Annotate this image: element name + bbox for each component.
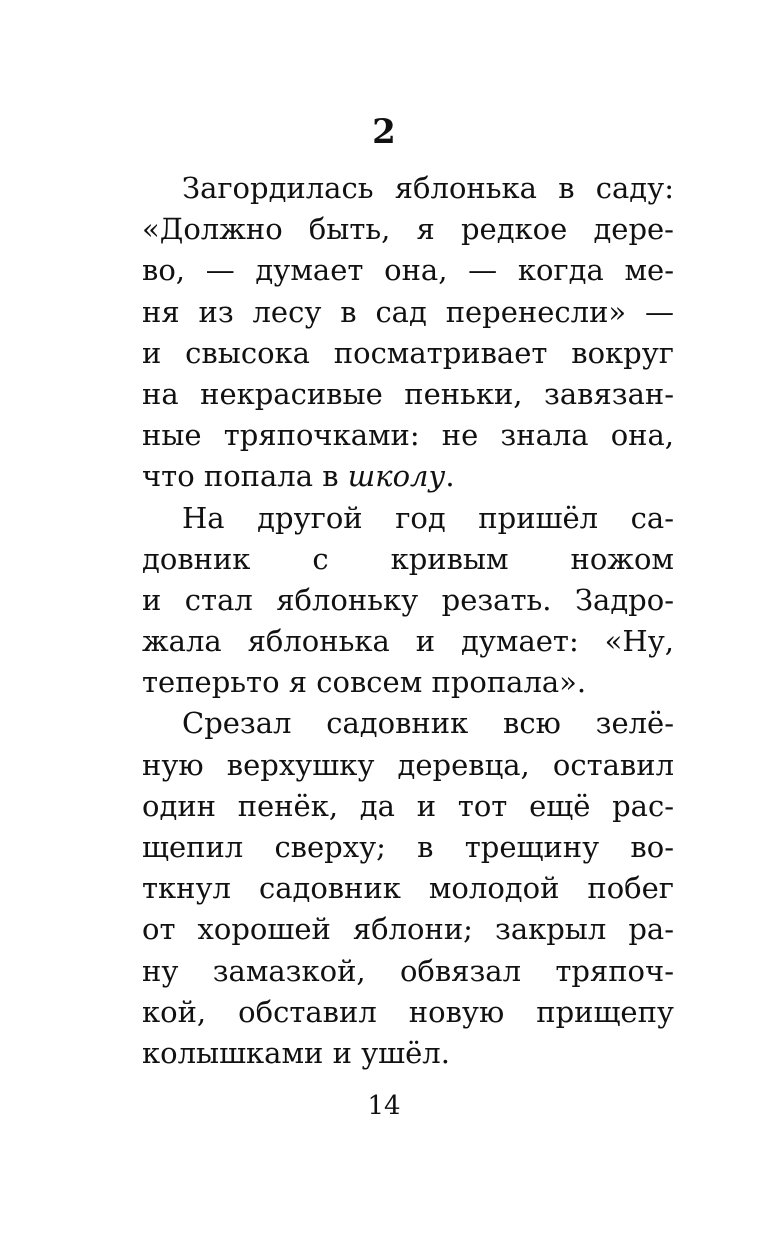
text-fragment: что попала в xyxy=(142,459,348,494)
text-line: ну замазкой, обвязал тряпоч- xyxy=(142,953,674,988)
text-line: теперьто я совсем пропала». xyxy=(142,665,587,700)
text-line: ную верхушку деревца, оставил xyxy=(142,747,674,782)
text-line: во, — думает она, — когда ме- xyxy=(142,253,674,288)
text-line: щепил сверху; в трещину во- xyxy=(142,830,674,864)
text-line: на некрасивые пеньки, завязан- xyxy=(142,376,674,411)
text-line: и свысока посматривает вокруг xyxy=(142,335,674,370)
body-text xyxy=(142,168,674,1074)
text-line: кой, обставил новую прищепу xyxy=(142,994,674,1029)
text-line: Срезал садовник всю зелё- xyxy=(182,706,674,741)
text-line: ные тряпочками: не знала она, xyxy=(142,418,674,453)
chapter-number: 2 xyxy=(372,112,396,152)
text-line: «Должно быть, я редкое дере- xyxy=(142,212,674,247)
text-line: жала яблонька и думает: «Ну, xyxy=(142,624,674,659)
text-line xyxy=(142,456,674,497)
text-line: довник с кривым ножом xyxy=(142,541,674,576)
text-line: колышками и ушёл. xyxy=(142,1035,450,1070)
text-line: На другой год пришёл са- xyxy=(182,500,674,535)
text-fragment: . xyxy=(445,459,455,494)
text-line: от хорошей яблони; закрыл ра- xyxy=(142,912,674,947)
emphasized-word: школу xyxy=(347,459,446,494)
text-line: ткнул садовник молодой побег xyxy=(142,871,674,906)
page-number: 14 xyxy=(367,1091,401,1121)
text-line: Загордилась яблонька в саду: xyxy=(182,171,674,205)
text-line: один пенёк, да и тот ещё рас- xyxy=(142,788,674,823)
text-line: ня из лесу в сад перенесли» — xyxy=(142,294,674,329)
text-line: и стал яблоньку резать. Задро- xyxy=(142,582,674,617)
